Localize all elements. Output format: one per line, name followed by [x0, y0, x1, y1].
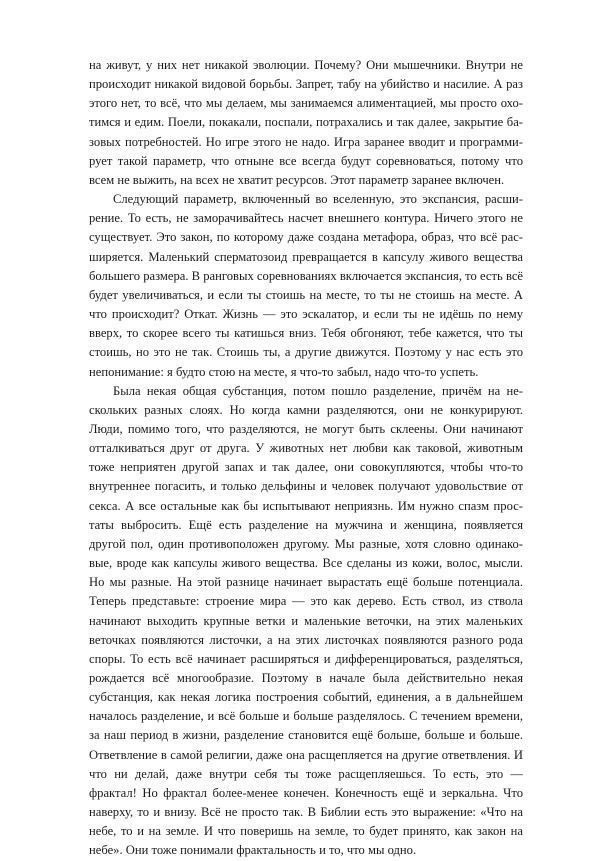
paragraph-1: на живут, у них нет никакой эволюции. Почему? Они мышечники. Внутри не происходит никакой видовой борьбы. Запрет, табу на убийство и насилие. А раз этого нет, то всё, что мы делаем, мы занимаемся алиментацией, мы просто охотимся и едим. Поели, покакали, поспали, потрахались и так далее, закрытие базовых потребностей. Но игре этого не надо. Игра заранее вводит и программирует такой параметр, что отныне все всегда будут соревноваться, потому что всем не выжить, на всех не хватит ресурсов. Этот параметр заранее включен.: [89, 58, 523, 187]
paragraph-2: Следующий параметр, включенный во вселенную, это экспансия, расширение. То есть, не заморачивайтесь насчет внешнего контура. Ничего этого не существует. Это закон, по которому даже создана метафора, образ, что всё расширяется. Маленький сперматозоид превращается в капсулу живого вещества большего размера. В ранговых соревнованиях включается экспансия, то есть всё будет увеличиваться, и если ты стоишь на месте, то ты не стоишь на месте. А что происходит? Откат. Жизнь — это эскалатор, и если ты не идёшь по нему вверх, то скорее всего ты катишься вниз. Тебя обгоняют, тебе кажется, что ты стоишь, но это не так. Стоишь ты, а другие движутся. Поэтому у нас есть это непонимание: я будто стою на месте, я что-то забыл, надо что-то успеть.: [89, 192, 523, 379]
document-page: [89, 56, 523, 861]
paragraph-3: Была некая общая субстанция, потом пошло разделение, причём на нескольких разных слоях. Но когда камни разделяются, они не конкурируют. Люди, помимо того, что разделяются, не могут быть склеены. Они начинают отталкиваться друг от друга. У животных нет любви как таковой, животным тоже неприятен другой запах и так далее, они совокупляются, чтобы что-то внутреннее погасить, и только дельфины и человек получают удовольствие от секса. А все остальные как бы испытывают неприязнь. Им нужно спазм простаты выбросить. Ещё есть разделение на мужчина и женщина, появляется другой пол, один противоположен другому. Мы разные, хотя словно одинаковые, вроде как капсулы живого вещества. Все сделаны из кожи, волос, мысли. Но мы разные. На этой разнице начинает вырастать ещё больше потенциала. Теперь представьте: строение мира — это как дерево. Есть ствол, из ствола начинают выходить крупные ветки и маленькие веточки, на этих маленьких веточках появляются листочки, а на этих листочках появляются разного рода споры. То есть всё начинает расширяться и дифференцироваться, разделяться, рождается всё многообразие. Поэтому в начале была действительно некая субстанция, как некая логика построения событий, единения, а в дальнейшем началось разделение, и всё больше и больше разделялось. С течением времени, за наш период в жизни, разделение становится ещё больше, больше и больше. Ответвление в самой религии, даже она расщепляется на другие ответвления. И что ни делай, даже внутри себя ты тоже расщепляешься. То есть, это — фрактал! Но фрактал более-менее конечен. Конечность ещё и зеркальна. Что наверху, то и внизу. Всё не просто так. В Библии есть это выражение: «Что на небе, то и на земле. И что поверишь на земле, то будет принято, как закон на небе». Они тоже понимали фрактальность и то, что мы одно.: [89, 383, 523, 858]
